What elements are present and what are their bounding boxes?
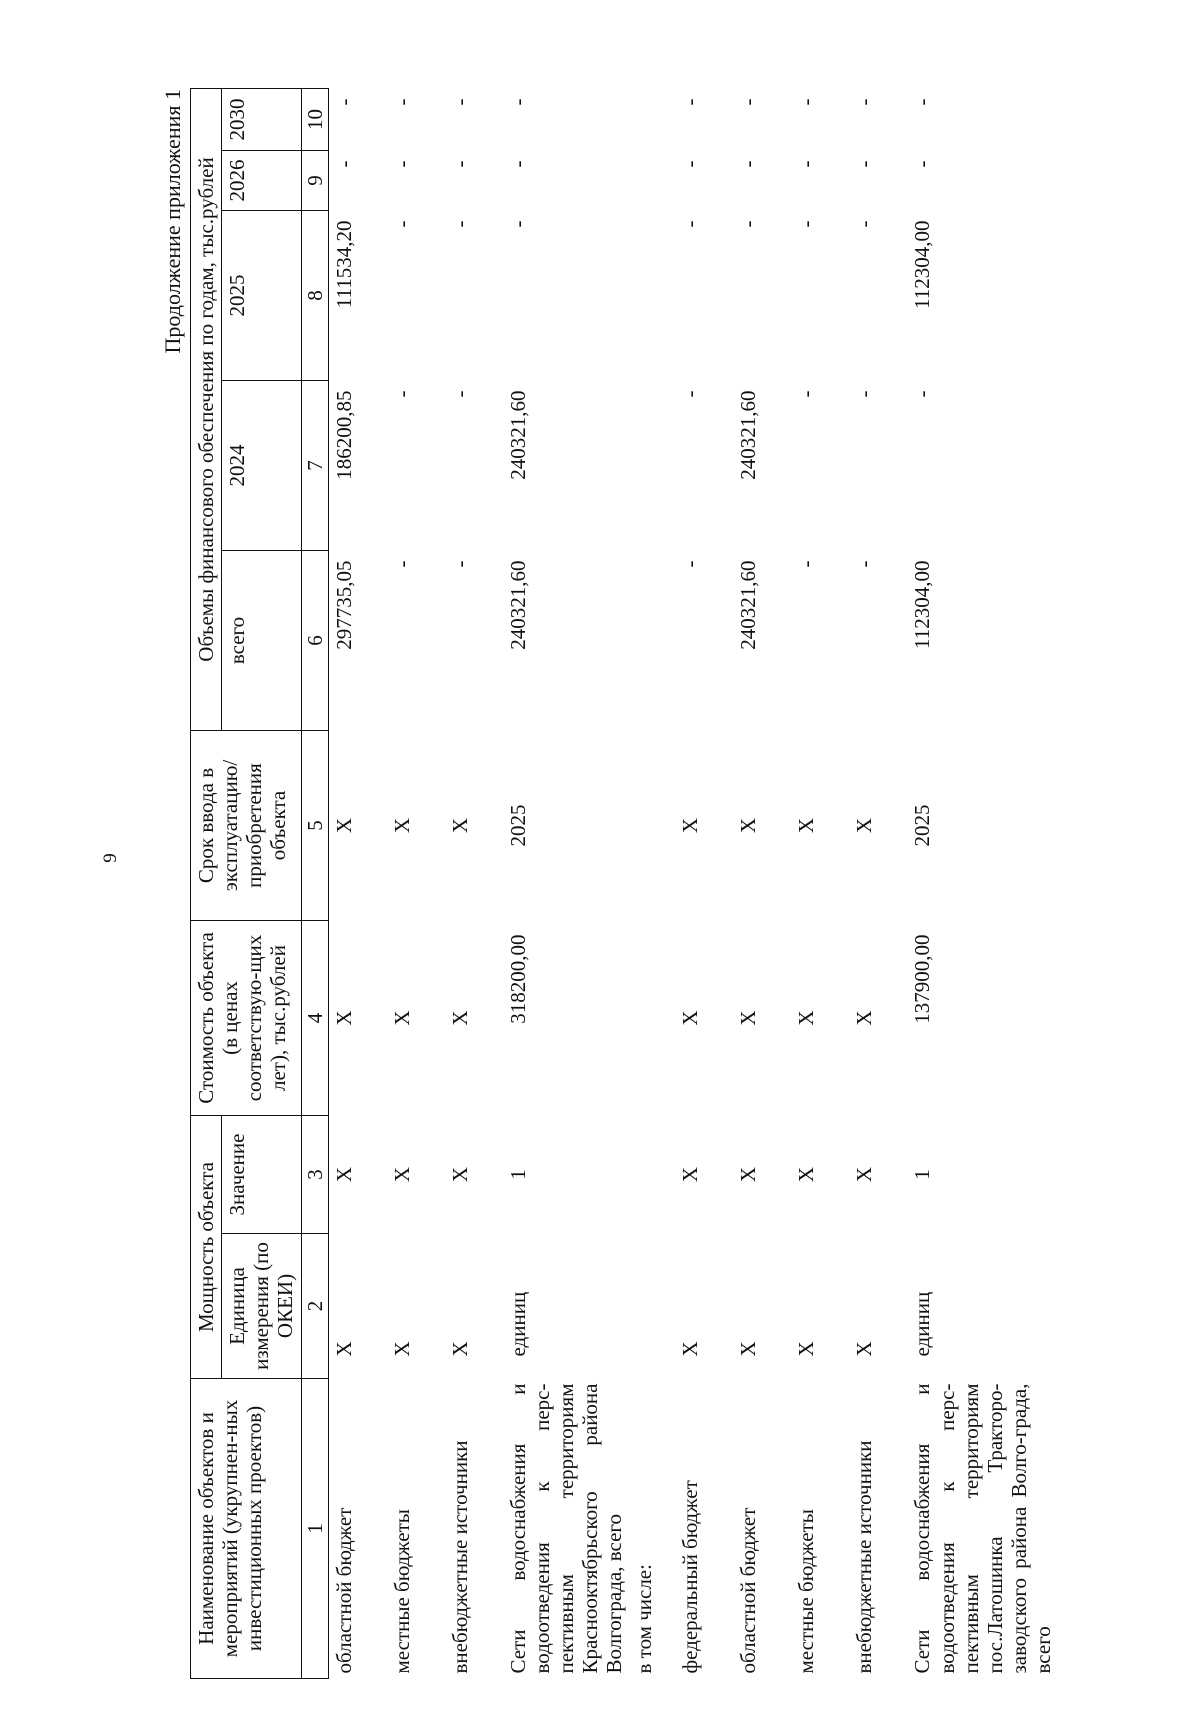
cell-2024 xyxy=(629,381,675,551)
cell-total: 240321,60 xyxy=(505,560,530,650)
column-number: 10 xyxy=(301,89,328,151)
cell-2024: 186200,85 xyxy=(331,390,356,480)
table-row xyxy=(849,89,907,1679)
cell-2030: - xyxy=(505,98,530,106)
header-capacity: Мощность объекта xyxy=(191,1116,222,1379)
cell-value: X xyxy=(794,1166,819,1183)
cell-commission: 2025 xyxy=(910,804,935,847)
cell-2030: - xyxy=(331,98,356,106)
cell-2026: - xyxy=(736,160,761,168)
column-number: 5 xyxy=(301,731,328,921)
cell-object-name: в том числе: xyxy=(632,1564,657,1674)
cell-value: X xyxy=(447,1166,472,1183)
header-object-name: Наименование объектов и мероприятий (укрупнен-ных инвестиционных проектов) xyxy=(191,1379,302,1679)
cell-cost: X xyxy=(389,1010,414,1026)
cell-2026: - xyxy=(505,160,530,168)
cell-cost: 318200,00 xyxy=(505,934,530,1024)
table-row xyxy=(907,89,1058,1679)
cell-value: X xyxy=(331,1166,356,1183)
cell-value xyxy=(629,1116,675,1234)
cell-2025: - xyxy=(389,220,414,228)
cell-2024: - xyxy=(794,390,819,398)
table-row xyxy=(791,89,849,1679)
header-value: Значение xyxy=(222,1116,301,1234)
header-year-2026: 2026 xyxy=(222,151,301,211)
cell-unit: X xyxy=(736,1341,761,1357)
cell-2025: - xyxy=(794,220,819,228)
cell-value: X xyxy=(678,1166,703,1183)
header-unit: Единица измерения (по ОКЕИ) xyxy=(222,1234,301,1379)
cell-total: - xyxy=(447,560,472,568)
column-number: 9 xyxy=(301,151,328,211)
cell-commission: X xyxy=(447,817,472,834)
cell-unit: X xyxy=(794,1341,819,1357)
table-row xyxy=(675,89,733,1679)
column-number: 7 xyxy=(301,381,328,551)
table-row xyxy=(503,89,630,1679)
header-total: всего xyxy=(222,551,301,731)
cell-cost: X xyxy=(736,1010,761,1026)
cell-2026: - xyxy=(447,160,472,168)
cell-cost: 137900,00 xyxy=(910,934,935,1024)
cell-value: X xyxy=(852,1166,877,1183)
cell-2026: - xyxy=(794,160,819,168)
cell-2024: 240321,60 xyxy=(505,390,530,480)
cell-total: - xyxy=(678,560,703,568)
cell-unit: единиц xyxy=(910,1291,935,1357)
investment-table xyxy=(190,88,1058,1679)
header-funding: Объемы финансового обеспечения по годам, тыс.рублей xyxy=(191,89,222,731)
cell-cost: X xyxy=(678,1010,703,1026)
cell-cost: X xyxy=(447,1010,472,1026)
cell-cost xyxy=(629,921,675,1116)
table-row xyxy=(733,89,791,1679)
cell-2030: - xyxy=(736,98,761,106)
rotated-page-content xyxy=(160,69,1160,1679)
cell-2024: - xyxy=(447,390,472,398)
cell-value: 1 xyxy=(505,1169,530,1180)
cell-cost: X xyxy=(794,1010,819,1026)
cell-2030: - xyxy=(678,98,703,106)
column-number: 8 xyxy=(301,211,328,381)
cell-2025: - xyxy=(736,220,761,228)
cell-commission: X xyxy=(794,817,819,834)
cell-2026: - xyxy=(331,160,356,168)
cell-value: X xyxy=(736,1166,761,1183)
cell-unit: единиц xyxy=(505,1291,530,1357)
cell-2030: - xyxy=(389,98,414,106)
cell-total: - xyxy=(794,560,819,568)
cell-2025 xyxy=(629,211,675,381)
cell-2024: - xyxy=(852,390,877,398)
table-row xyxy=(629,89,675,1679)
cell-unit: X xyxy=(389,1341,414,1357)
cell-unit xyxy=(629,1234,675,1379)
cell-commission: X xyxy=(852,817,877,834)
header-year-2030: 2030 xyxy=(222,89,301,151)
cell-commission: X xyxy=(678,817,703,834)
cell-unit: X xyxy=(678,1341,703,1357)
cell-commission: 2025 xyxy=(505,804,530,847)
continuation-caption: Продолжение приложения 1 xyxy=(160,89,185,354)
cell-2024: - xyxy=(678,390,703,398)
column-number: 3 xyxy=(301,1116,328,1234)
cell-2025: - xyxy=(852,220,877,228)
cell-2026: - xyxy=(389,160,414,168)
cell-unit: X xyxy=(331,1341,356,1357)
cell-object-name: внебюджетные источники xyxy=(447,1440,472,1674)
cell-commission: X xyxy=(331,817,356,834)
cell-2026 xyxy=(629,151,675,211)
column-number: 6 xyxy=(301,551,328,731)
cell-total xyxy=(629,551,675,731)
cell-unit: X xyxy=(852,1341,877,1357)
header-year-2024: 2024 xyxy=(222,381,301,551)
cell-object-name: местные бюджеты xyxy=(794,1509,819,1674)
column-number: 2 xyxy=(301,1234,328,1379)
cell-total: - xyxy=(389,560,414,568)
cell-total: 240321,60 xyxy=(736,560,761,650)
header-cost: Стоимость объекта (в ценах соответствую-щих лет), тыс.рублей xyxy=(191,921,302,1116)
page-number: 9 xyxy=(100,853,121,863)
cell-2025: - xyxy=(447,220,472,228)
cell-object-name: областной бюджет xyxy=(331,1507,356,1674)
cell-2025: - xyxy=(505,220,530,228)
cell-2030: - xyxy=(794,98,819,106)
cell-object-name: областной бюджет xyxy=(736,1507,761,1674)
cell-value: 1 xyxy=(910,1169,935,1180)
cell-object-name: Сети водоснабжения и водоотведения к перс-пективным территориям Краснооктябрьского района Волгограда, всего xyxy=(505,1383,627,1674)
table-row xyxy=(387,89,445,1679)
cell-object-name: внебюджетные источники xyxy=(852,1440,877,1674)
table-row xyxy=(445,89,503,1679)
cell-2030: - xyxy=(447,98,472,106)
cell-cost: X xyxy=(852,1010,877,1026)
cell-2026: - xyxy=(910,160,935,168)
cell-2025: 112304,00 xyxy=(910,220,935,309)
cell-cost: X xyxy=(331,1010,356,1026)
cell-2025: - xyxy=(678,220,703,228)
cell-2026: - xyxy=(852,160,877,168)
cell-2030: - xyxy=(852,98,877,106)
cell-object-name: Сети водоснабжения и водоотведения к перс-пективным территориям пос.Латошинка Тракторо-заводского района Волго-града, всего xyxy=(910,1383,1056,1674)
cell-value: X xyxy=(389,1166,414,1183)
cell-2026: - xyxy=(678,160,703,168)
cell-unit: X xyxy=(447,1341,472,1357)
cell-2024: - xyxy=(910,390,935,398)
cell-2024: - xyxy=(389,390,414,398)
cell-total: 297735,05 xyxy=(331,560,356,650)
cell-commission: X xyxy=(736,817,761,834)
table-row xyxy=(328,89,387,1679)
column-number-row xyxy=(301,89,328,1679)
column-number: 4 xyxy=(301,921,328,1116)
cell-total: - xyxy=(852,560,877,568)
column-number: 1 xyxy=(301,1379,328,1679)
cell-2024: 240321,60 xyxy=(736,390,761,480)
header-commission: Срок ввода в эксплуатацию/ приобретения объекта xyxy=(191,731,302,921)
cell-object-name: местные бюджеты xyxy=(389,1509,414,1674)
table-header xyxy=(191,89,329,1679)
cell-total: 112304,00 xyxy=(910,560,935,649)
table-body xyxy=(328,89,1058,1679)
cell-2030: - xyxy=(910,98,935,106)
cell-commission xyxy=(629,731,675,921)
cell-2030 xyxy=(629,89,675,151)
cell-commission: X xyxy=(389,817,414,834)
cell-2025: 111534,20 xyxy=(331,220,356,309)
header-year-2025: 2025 xyxy=(222,211,301,381)
cell-object-name: федеральный бюджет xyxy=(678,1480,703,1674)
